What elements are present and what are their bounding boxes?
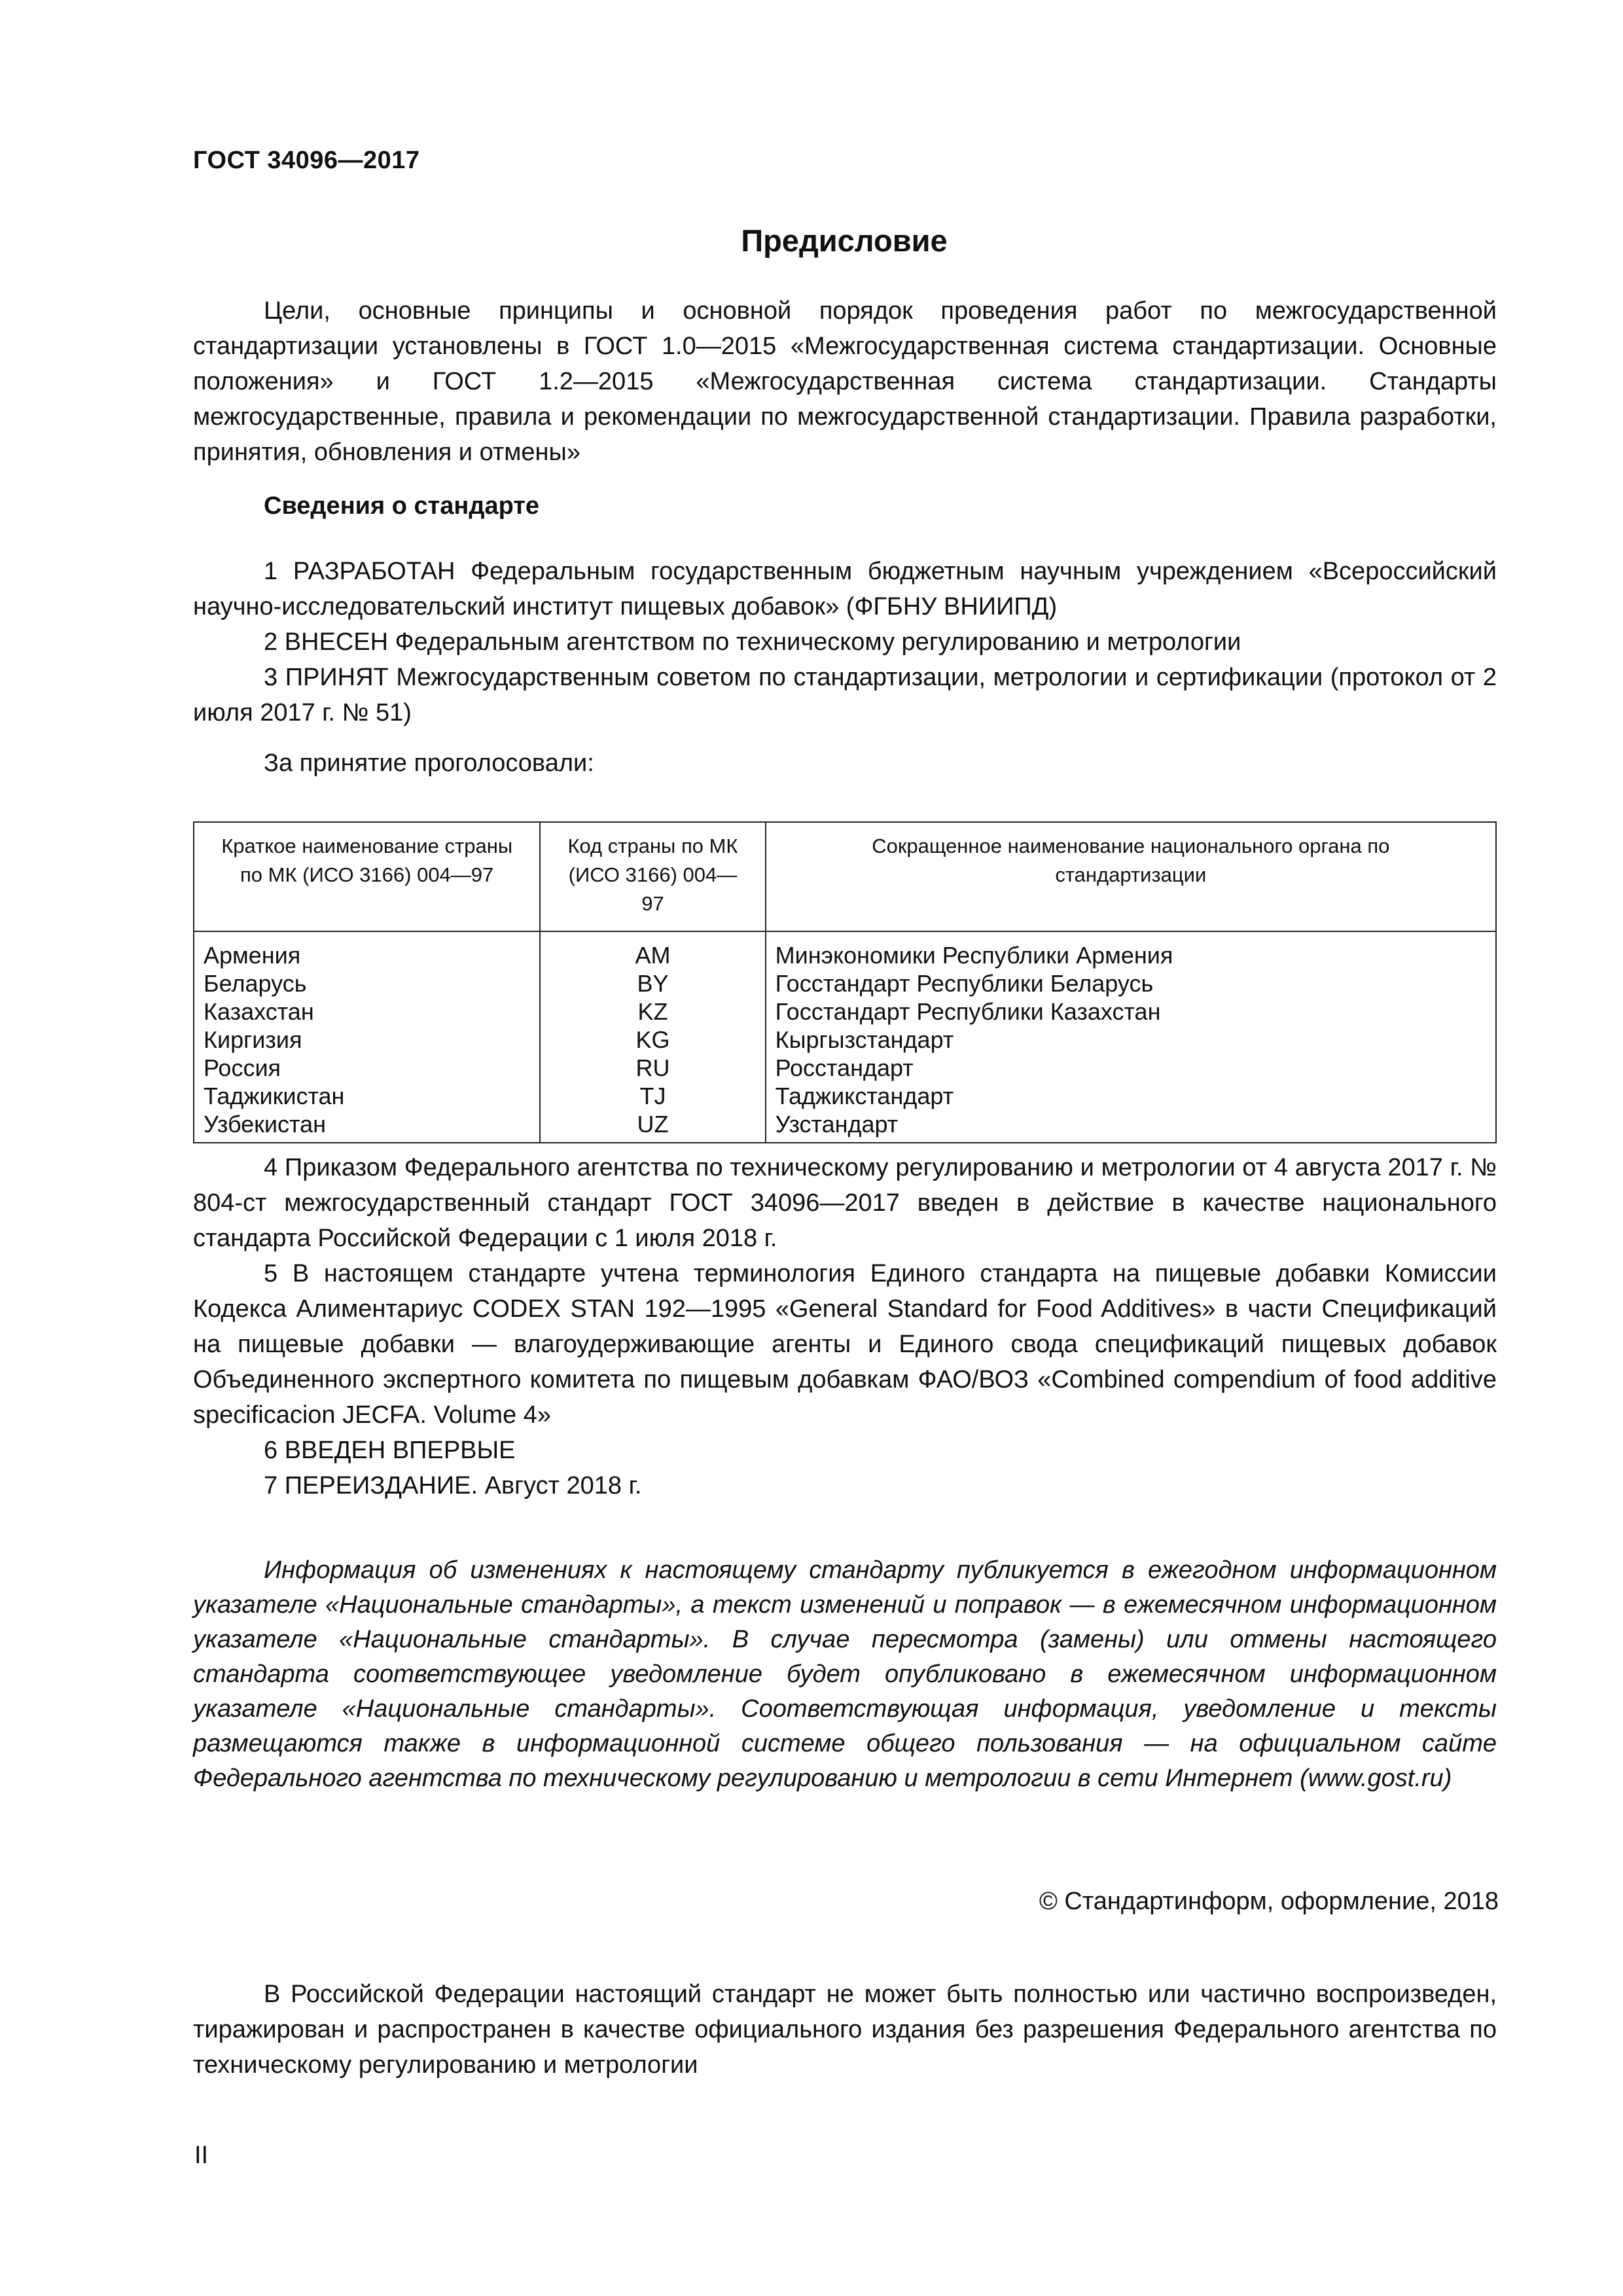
legal-notice: В Российской Федерации настоящий стандарт не может быть полностью или частично воспроизведен, тиражирован и распространен в качестве официального издания без разрешения Федерального агентства по техническому регулированию и метрологии — [193, 1981, 1497, 2079]
code-cell: KZ — [540, 997, 765, 1026]
item-terminology: 5 В настоящем стандарте учтена терминология Единого стандарта на пищевые добавки Комиссии Кодекса Алиментариус CODEX STAN 192—1995 «General Standard for Food Additives» в части Спецификаций на пищевые добавки — влагоудерживающие агенты и Единого свода спецификаций пищевых добавок Объединенного экспертного комитета по пищевым добавкам ФАО/ВОЗ «Combined compendium of food additive specificacion JECFA. Volume 4» — [193, 1260, 1497, 1429]
table-row — [194, 1082, 1496, 1110]
table-row — [194, 997, 1496, 1026]
legal-notice-block — [193, 1977, 1497, 2083]
voting-table — [193, 821, 1497, 1143]
intro-block — [193, 293, 1497, 470]
country-cell: Казахстан — [194, 997, 540, 1026]
body-cell: Кыргызстандарт — [766, 1026, 1496, 1054]
code-cell: TJ — [540, 1082, 765, 1110]
country-cell: Узбекистан — [194, 1110, 540, 1143]
info-notice-block — [193, 1553, 1497, 1796]
page-number: II — [194, 2142, 209, 2169]
header-national-body: Сокращенное наименование национального органа по стандартизации — [766, 822, 1496, 931]
item-submitted: 2 ВНЕСЕН Федеральным агентством по техническому регулированию и метрологии — [264, 628, 1241, 656]
intro-paragraph: Цели, основные принципы и основной порядок проведения работ по межгосударственной стандартизации установлены в ГОСТ 1.0—2015 «Межгосударственная система стандартизации. Основные положения» и ГОСТ 1.2—2015 «Межгосударственная система стандартизации. Стандарты межгосударственные, правила и рекомендации по межгосударственной стандартизации. Правила разработки, принятия, обновления и отмены» — [193, 297, 1497, 466]
body-cell: Узстандарт — [766, 1110, 1496, 1143]
table-row — [194, 1054, 1496, 1082]
document-code: ГОСТ 34096—2017 — [193, 147, 420, 174]
country-cell: Россия — [194, 1054, 540, 1082]
item-enacted: 4 Приказом Федерального агентства по техническому регулированию и метрологии от 4 августа 2017 г. № 804-ст межгосударственный стандарт ГОСТ 34096—2017 введен в действие в качестве национального стандарта Российской Федерации с 1 июля 2018 г. — [193, 1154, 1497, 1252]
table-row — [194, 931, 1496, 969]
body-cell: Госстандарт Республики Беларусь — [766, 969, 1496, 997]
info-notice: Информация об изменениях к настоящему стандарту публикуется в ежегодном информационном указателе «Национальные стандарты», а текст изменений и поправок — в ежемесячном информационном указателе «Национальные стандарты». В случае пересмотра (замены) или отмены настоящего стандарта соответствующее уведомление будет опубликовано в ежемесячном информационном указателе «Национальные стандарты». Соответствующая информация, уведомление и тексты размещаются также в информационной системе общего пользования — на официальном сайте Федерального агентства по техническому регулированию и метрологии в сети Интернет (www.gost.ru) — [193, 1556, 1497, 1792]
header-code: Код страны по МК (ИСО 3166) 004—97 — [540, 822, 765, 931]
header-country: Краткое наименование страны по МК (ИСО 3166) 004—97 — [194, 822, 540, 931]
table-header-row — [194, 822, 1496, 931]
copyright-line: © Стандартинформ, оформление, 2018 — [1039, 1888, 1499, 1915]
items-bottom-block — [193, 1150, 1497, 1503]
items-top-block — [193, 554, 1497, 730]
code-cell: RU — [540, 1054, 765, 1082]
item-adopted: 3 ПРИНЯТ Межгосударственным советом по стандартизации, метрологии и сертификации (протокол от 2 июля 2017 г. № 51) — [193, 664, 1497, 726]
country-cell: Киргизия — [194, 1026, 540, 1054]
table-row — [194, 969, 1496, 997]
item-reissue: 7 ПЕРЕИЗДАНИЕ. Август 2018 г. — [264, 1472, 642, 1499]
code-cell: KG — [540, 1026, 765, 1054]
item-introduced: 6 ВВЕДЕН ВПЕРВЫЕ — [264, 1437, 516, 1464]
body-cell: Росстандарт — [766, 1054, 1496, 1082]
standard-info-heading: Сведения о стандарте — [264, 492, 540, 520]
country-cell: Таджикистан — [194, 1082, 540, 1110]
code-cell: BY — [540, 969, 765, 997]
table-row — [194, 1110, 1496, 1143]
body-cell: Госстандарт Республики Казахстан — [766, 997, 1496, 1026]
country-cell: Армения — [194, 931, 540, 969]
voted-label: За принятие проголосовали: — [264, 749, 594, 777]
country-cell: Беларусь — [194, 969, 540, 997]
section-title: Предисловие — [741, 223, 948, 258]
code-cell: UZ — [540, 1110, 765, 1143]
body-cell: Таджикстандарт — [766, 1082, 1496, 1110]
body-cell: Минэкономики Республики Армения — [766, 931, 1496, 969]
code-cell: AM — [540, 931, 765, 969]
table-row — [194, 1026, 1496, 1054]
item-developed: 1 РАЗРАБОТАН Федеральным государственным бюджетным научным учреждением «Всероссийский научно-исследовательский институт пищевых добавок» (ФГБНУ ВНИИПД) — [193, 558, 1497, 620]
